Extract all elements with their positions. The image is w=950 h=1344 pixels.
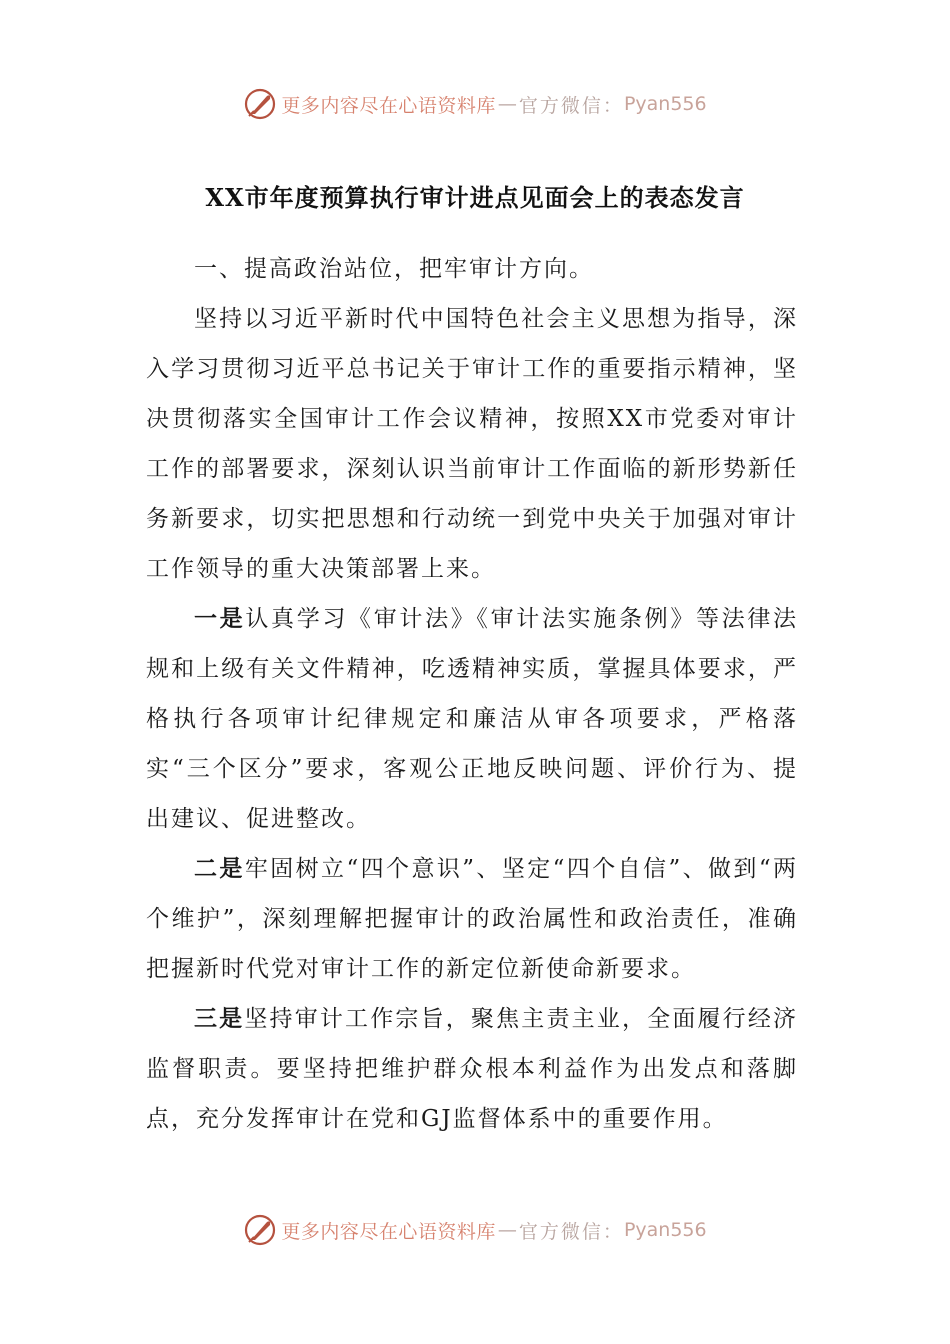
point-lead: 二是 (194, 855, 245, 882)
point-lead: 一是 (194, 605, 246, 632)
quill-logo-icon (243, 87, 277, 121)
watermark-wechat-id: Pyan556 (623, 93, 707, 115)
watermark-site-text: 更多内容尽在心语资料库 (281, 1220, 496, 1243)
point-text: 认真学习《审计法》《审计法实施条例》等法律法规和上级有关文件精神，吃透精神实质，掌握具体要求，严格执行各项审计纪律规定和廉洁从审各项要求，严格落实“三个区分”要求，客观公正地反映问题、评价行为、提出建议、促进整改。 (146, 606, 799, 832)
watermark-wechat-id: Pyan556 (623, 1219, 707, 1241)
watermark-site-text: 更多内容尽在心语资料库 (281, 94, 496, 117)
watermark-dash: — (497, 1219, 517, 1241)
footer-watermark-banner (0, 1208, 950, 1252)
document-body (146, 244, 798, 1144)
point-paragraph-1 (146, 594, 798, 844)
point-text: 牢固树立“四个意识”、坚定“四个自信”、做到“两个维护”，深刻理解把握审计的政治属性和政治责任，准确把握新时代党对审计工作的新定位新使命新要求。 (146, 856, 799, 982)
watermark-wechat-label: 官方微信： (518, 1220, 624, 1243)
point-text: 坚持审计工作宗旨，聚焦主责主业，全面履行经济监督职责。要坚持把维护群众根本利益作为出发点和落脚点，充分发挥审计在党和GJ监督体系中的重要作用。 (146, 1006, 799, 1132)
point-paragraph-3 (146, 994, 798, 1144)
document-title: XX市年度预算执行审计进点见面会上的表态发言 (205, 183, 745, 212)
point-lead: 三是 (194, 1005, 245, 1032)
watermark-wechat-label: 官方微信： (518, 94, 624, 117)
watermark-dash: — (497, 93, 517, 115)
intro-paragraph: 坚持以习近平新时代中国特色社会主义思想为指导，深入学习贯彻习近平总书记关于审计工作的重要指示精神，坚决贯彻落实全国审计工作会议精神，按照XX市党委对审计工作的部署要求，深刻认识当前审计工作面临的新形势新任务新要求，切实把思想和行动统一到党中央关于加强对审计工作领导的重大决策部署上来。 (146, 306, 798, 582)
quill-logo-icon (243, 1213, 277, 1247)
header-watermark-banner (0, 82, 950, 126)
section-heading: 一、提高政治站位，把牢审计方向。 (194, 256, 594, 282)
point-paragraph-2 (146, 844, 798, 994)
